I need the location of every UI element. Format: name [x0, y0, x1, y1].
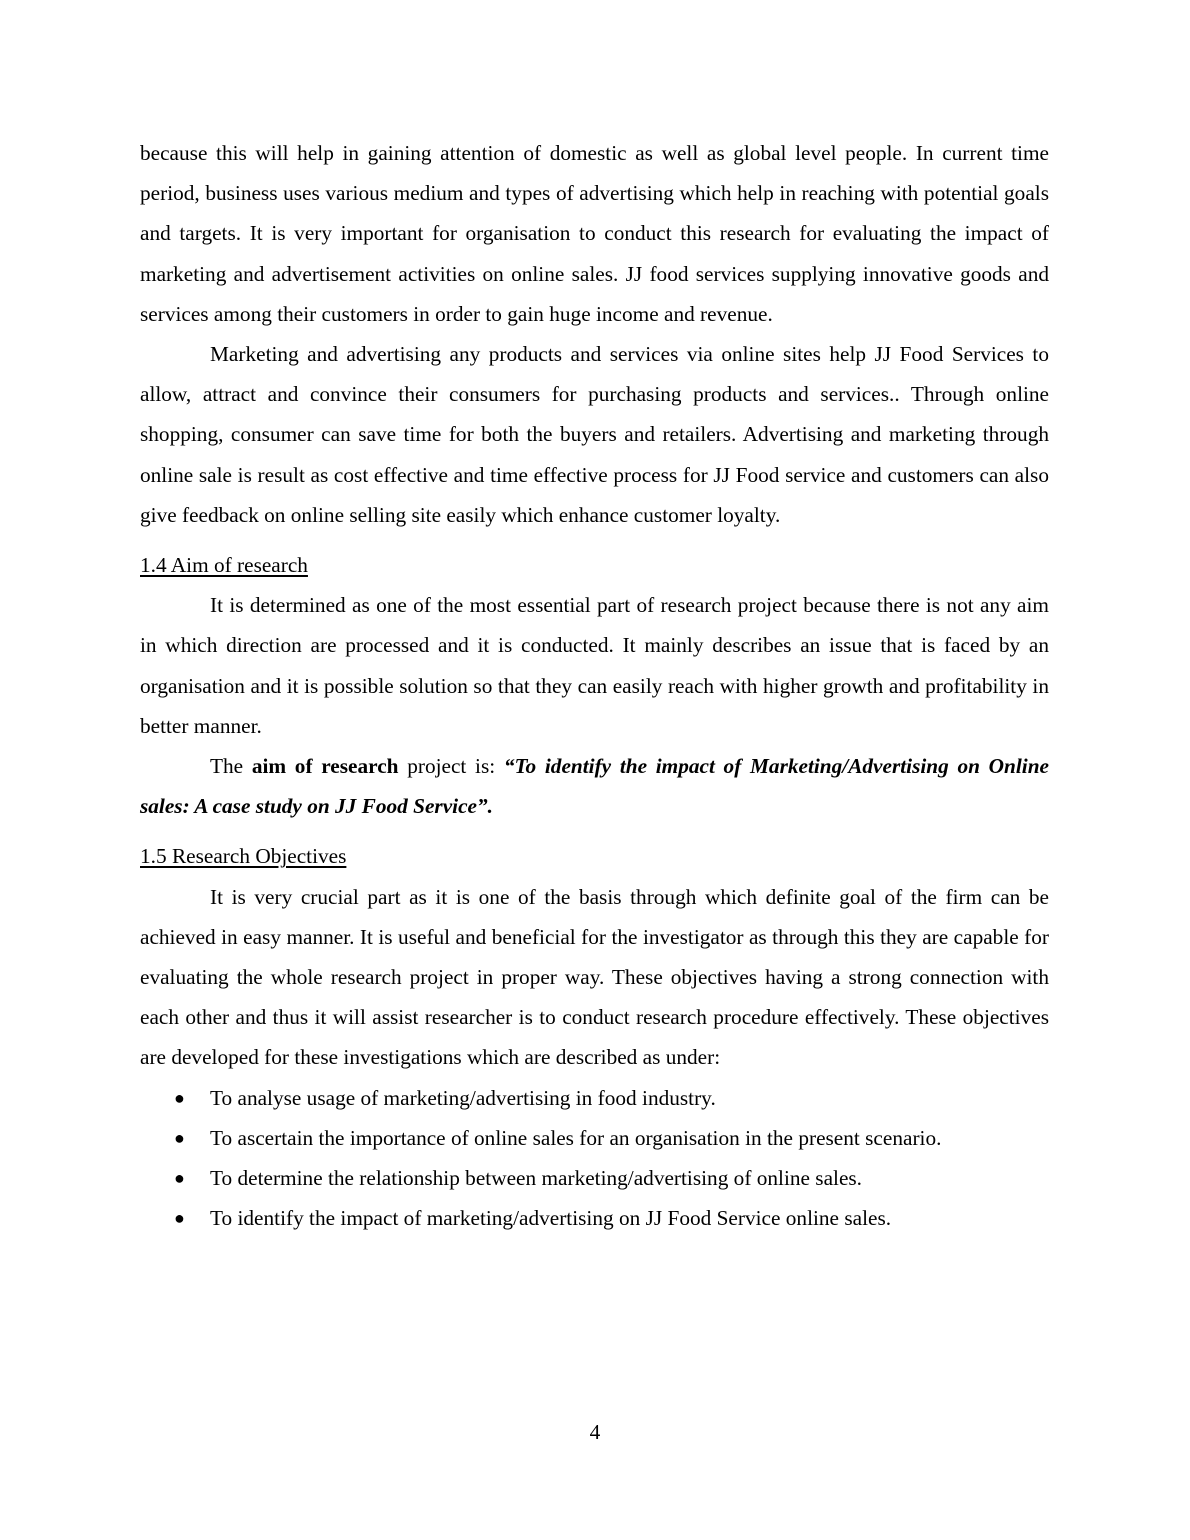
- marketing-online-paragraph: Marketing and advertising any products and services via online sites help JJ Food Services to allow, attract and convince their consumers for purchasing products and services.. Through online shopping, consumer can save time for both the buyers and retailers. Advertising and marketing through online sale is result as cost effective and time effective process for JJ Food service and customers can also give feedback on online selling site easily which enhance customer loyalty.: [140, 342, 1049, 527]
- objective-text: To identify the impact of marketing/advertising on JJ Food Service online sales.: [210, 1206, 892, 1231]
- intro-paragraph: because this will help in gaining attention of domestic as well as global level people. In current time period, business uses various medium and types of advertising which help in reaching with potential goals and targets. It is very important for organisation to conduct this research for evaluating the impact of marketing and advertisement activities on online sales. JJ food services supplying innovative goods and services among their customers in order to gain huge income and revenue.: [140, 141, 1049, 326]
- objectives-heading: 1.5 Research Objectives: [140, 844, 347, 869]
- objectives-body-paragraph: It is very crucial part as it is one of the basis through which definite goal of the firm can be achieved in easy manner. It is useful and beneficial for the investigator as through this they are capable for evaluating the whole research project in proper way. These objectives having a strong connection with each other and thus it will assist researcher is to conduct research procedure effectively. These objectives are developed for these investigations which are described as under:: [140, 884, 1049, 1070]
- list-item: [140, 1118, 1049, 1158]
- objective-text: To ascertain the importance of online sales for an organisation in the present scenario.: [210, 1125, 942, 1150]
- objectives-list: [140, 1078, 1049, 1239]
- list-item: [140, 1158, 1049, 1198]
- aim-statement-bold: aim of research: [251, 754, 399, 779]
- aim-statement-prefix: The: [210, 754, 252, 779]
- aim-heading: 1.4 Aim of research: [140, 553, 308, 578]
- bullet-icon: ●: [174, 1087, 185, 1108]
- bullet-icon: ●: [174, 1208, 185, 1229]
- objective-text: To determine the relationship between marketing/advertising of online sales.: [210, 1166, 863, 1191]
- page-number: 4: [589, 1420, 601, 1444]
- bullet-icon: ●: [174, 1127, 185, 1148]
- aim-statement-quote: “To identify the impact of Marketing/Advertising on Online sales: A case study on JJ Food Service”.: [140, 754, 1050, 819]
- bullet-icon: ●: [174, 1168, 185, 1189]
- aim-body-paragraph: It is determined as one of the most essential part of research project because there is not any aim in which direction are processed and it is conducted. It mainly describes an issue that is faced by an organisation and it is possible solution so that they can easily reach with higher growth and profitability in better manner.: [140, 593, 1049, 738]
- document-page: [140, 133, 1049, 1238]
- aim-statement: [140, 746, 1049, 826]
- list-item: [140, 1198, 1049, 1238]
- objective-text: To analyse usage of marketing/advertising in food industry.: [210, 1085, 716, 1110]
- list-item: [140, 1078, 1049, 1118]
- aim-statement-middle: project is:: [398, 754, 504, 779]
